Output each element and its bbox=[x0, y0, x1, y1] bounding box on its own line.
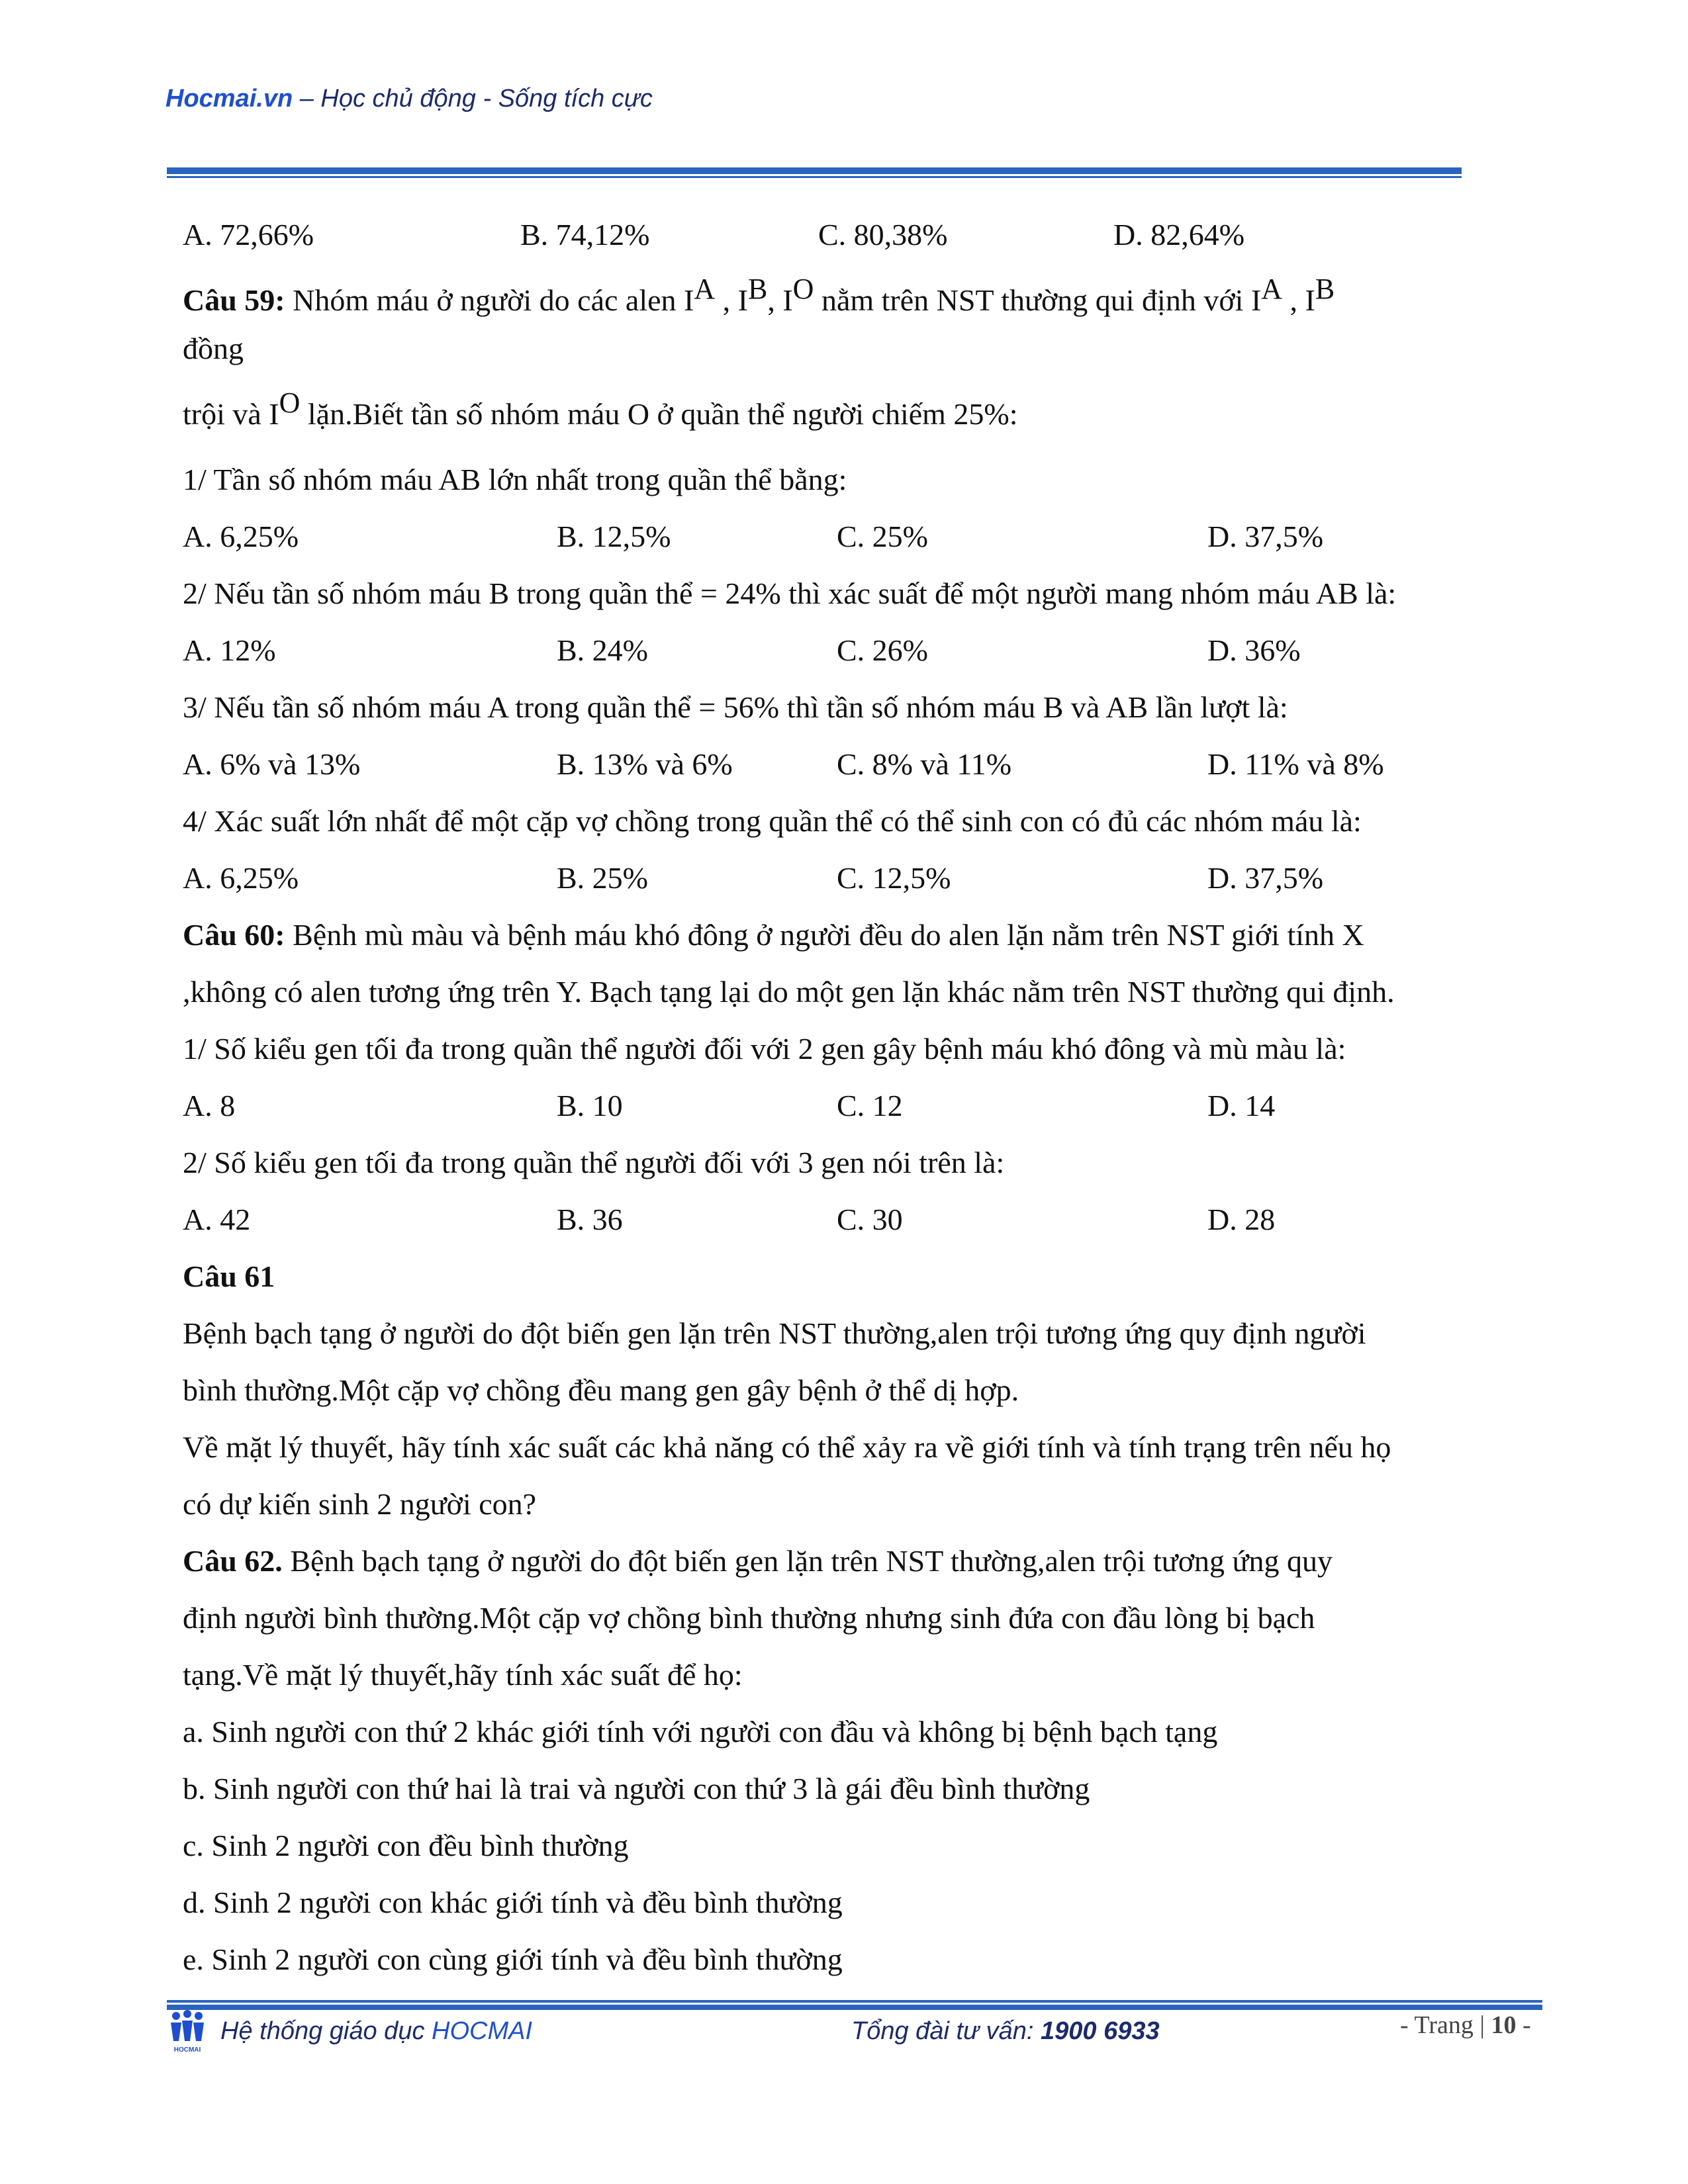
answer-option: C. 12 bbox=[837, 1089, 903, 1122]
answer-option: D. 11% và 8% bbox=[1207, 747, 1384, 781]
q62-stem-line3: tạng.Về mặt lý thuyết,hãy tính xác suất để họ: bbox=[183, 1658, 743, 1692]
brand-tagline: – Học chủ động - Sống tích cực bbox=[293, 85, 653, 113]
answer-option: A. 6,25% bbox=[183, 520, 299, 553]
answer-option: B. 12,5% bbox=[557, 520, 671, 553]
allele-superscript: B bbox=[1315, 273, 1335, 305]
q62-item: e. Sinh 2 người con cùng giới tính và đều bình thường bbox=[183, 1942, 843, 1976]
q62-item: b. Sinh người con thứ hai là trai và người con thứ 3 là gái đều bình thường bbox=[183, 1772, 1090, 1805]
footer-divider bbox=[167, 2000, 1542, 2010]
answer-option: C. 12,5% bbox=[837, 861, 951, 895]
footer-hotline bbox=[851, 2017, 1160, 2046]
sub-question: 2/ Nếu tần số nhóm máu B trong quần thể = 24% thì xác suất để một người mang nhóm máu AB là: bbox=[183, 576, 1397, 610]
answer-option: C. 8% và 11% bbox=[837, 747, 1012, 781]
answer-row bbox=[183, 622, 1533, 679]
header-divider bbox=[167, 167, 1462, 178]
sub-question: 2/ Số kiểu gen tối đa trong quần thể người đối với 3 gen nói trên là: bbox=[183, 1146, 1005, 1179]
q61-text-line: bình thường.Một cặp vợ chồng đều mang gen gây bệnh ở thể dị hợp. bbox=[183, 1373, 1019, 1407]
answer-option: A. 6% và 13% bbox=[183, 747, 361, 781]
question-label: Câu 61 bbox=[183, 1259, 275, 1293]
sub-question: 1/ Số kiểu gen tối đa trong quần thể người đối với 2 gen gây bệnh máu khó đông và mù màu là: bbox=[183, 1032, 1346, 1066]
answer-option: A. 8 bbox=[183, 1089, 236, 1122]
stem-text: lặn.Biết tần số nhóm máu O ở quần thể người chiếm 25%: bbox=[300, 397, 1018, 431]
q60-stem-line2: ,không có alen tương ứng trên Y. Bạch tạng lại do một gen lặn khác nằm trên NST thường qui định. bbox=[183, 975, 1395, 1009]
stem-text: , I bbox=[1282, 283, 1315, 317]
q62-item: c. Sinh 2 người con đều bình thường bbox=[183, 1829, 629, 1862]
stem-text: Bệnh bạch tạng ở người do đột biến gen lặn trên NST thường,alen trội tương ứng quy bbox=[282, 1544, 1333, 1578]
stem-text: Bệnh mù màu và bệnh máu khó đông ở người đều do alen lặn nằm trên NST giới tính X bbox=[285, 918, 1364, 952]
answer-option: A. 42 bbox=[183, 1203, 251, 1236]
q62-stem-line2: định người bình thường.Một cặp vợ chồng bình thường nhưng sinh đứa con đầu lòng bị bạch bbox=[183, 1601, 1315, 1635]
sub-question: 4/ Xác suất lớn nhất để một cặp vợ chồng trong quần thể có thể sinh con có đủ các nhóm máu là: bbox=[183, 804, 1362, 838]
answer-row bbox=[183, 736, 1533, 793]
stem-text: đồng bbox=[183, 332, 244, 365]
page-prefix: - Trang | bbox=[1400, 2011, 1491, 2039]
allele-superscript: B bbox=[747, 273, 768, 305]
q62-item: d. Sinh 2 người con khác giới tính và đều bình thường bbox=[183, 1886, 843, 1919]
answer-option: C. 30 bbox=[837, 1203, 903, 1236]
answer-option: D. 28 bbox=[1207, 1203, 1276, 1236]
brand-name[interactable]: Hocmai.vn bbox=[165, 85, 293, 113]
q59-stem-line3 bbox=[183, 377, 1533, 451]
q59-stem-line2 bbox=[183, 320, 1533, 377]
answer-row bbox=[183, 1077, 1533, 1134]
q62-item: a. Sinh người con thứ 2 khác giới tính với người con đầu và không bị bệnh bạch tạng bbox=[183, 1715, 1218, 1749]
stem-text: , I bbox=[767, 283, 793, 317]
answer-option: A. 72,66% bbox=[183, 218, 314, 251]
q60-stem-line1 bbox=[183, 907, 1533, 964]
answer-option: B. 13% và 6% bbox=[557, 747, 733, 781]
answer-option: C. 80,38% bbox=[818, 218, 948, 251]
hocmai-logo-icon bbox=[167, 2009, 208, 2054]
page-content bbox=[183, 206, 1533, 1988]
q58-answer-row bbox=[183, 206, 1533, 263]
q61-text-line: Bệnh bạch tạng ở người do đột biến gen lặn trên NST thường,alen trội tương ứng quy định người bbox=[183, 1316, 1366, 1350]
allele-superscript: O bbox=[279, 387, 301, 419]
hotline-number[interactable]: 1900 6933 bbox=[1041, 2017, 1160, 2045]
footer-text: Tổng đài tư vấn: bbox=[851, 2017, 1041, 2045]
sub-question: 3/ Nếu tần số nhóm máu A trong quần thể = 56% thì tần số nhóm máu B và AB lần lượt là: bbox=[183, 690, 1288, 724]
allele-superscript: A bbox=[1261, 273, 1283, 305]
answer-option: B. 74,12% bbox=[520, 218, 650, 251]
answer-option: D. 37,5% bbox=[1207, 520, 1324, 553]
page-number bbox=[1400, 2011, 1531, 2040]
question-label: Câu 59: bbox=[183, 283, 285, 317]
answer-option: D. 14 bbox=[1207, 1089, 1276, 1122]
footer-organization bbox=[220, 2017, 532, 2046]
header-brand bbox=[165, 85, 653, 113]
allele-superscript: O bbox=[792, 273, 814, 305]
answer-option: B. 36 bbox=[557, 1203, 623, 1236]
allele-superscript: A bbox=[694, 273, 716, 305]
question-label: Câu 60: bbox=[183, 918, 285, 952]
answer-option: D. 37,5% bbox=[1207, 861, 1324, 895]
q61-text-line: có dự kiến sinh 2 người con? bbox=[183, 1487, 537, 1521]
answer-row bbox=[183, 1191, 1533, 1248]
logo-text: HOCMAI bbox=[173, 2046, 201, 2054]
stem-text: Nhóm máu ở người do các alen I bbox=[285, 283, 694, 317]
page-number-value: 10 bbox=[1491, 2011, 1517, 2039]
stem-text: nằm trên NST thường qui định với I bbox=[814, 283, 1262, 317]
answer-option: B. 10 bbox=[557, 1089, 623, 1122]
answer-option: B. 25% bbox=[557, 861, 648, 895]
footer-text: Hệ thống giáo dục bbox=[220, 2017, 432, 2045]
answer-option: D. 36% bbox=[1207, 633, 1301, 667]
stem-text: trội và I bbox=[183, 397, 279, 431]
answer-option: A. 12% bbox=[183, 633, 276, 667]
answer-option: C. 25% bbox=[837, 520, 928, 553]
answer-option: C. 26% bbox=[837, 633, 928, 667]
footer-brand-link[interactable]: HOCMAI bbox=[432, 2017, 533, 2045]
q61-text-line: Về mặt lý thuyết, hãy tính xác suất các khả năng có thể xảy ra về giới tính và tính trạng trên nếu họ bbox=[183, 1430, 1391, 1464]
stem-text: , I bbox=[715, 283, 748, 317]
answer-option: B. 24% bbox=[557, 633, 648, 667]
answer-option: A. 6,25% bbox=[183, 861, 299, 895]
answer-option: D. 82,64% bbox=[1113, 218, 1245, 251]
page-suffix: - bbox=[1516, 2011, 1531, 2039]
question-label: Câu 62. bbox=[183, 1544, 283, 1578]
answer-row bbox=[183, 850, 1533, 907]
q62-stem-line1 bbox=[183, 1533, 1533, 1590]
sub-question: 1/ Tần số nhóm máu AB lớn nhất trong quần thể bằng: bbox=[183, 463, 847, 496]
answer-row bbox=[183, 508, 1533, 565]
